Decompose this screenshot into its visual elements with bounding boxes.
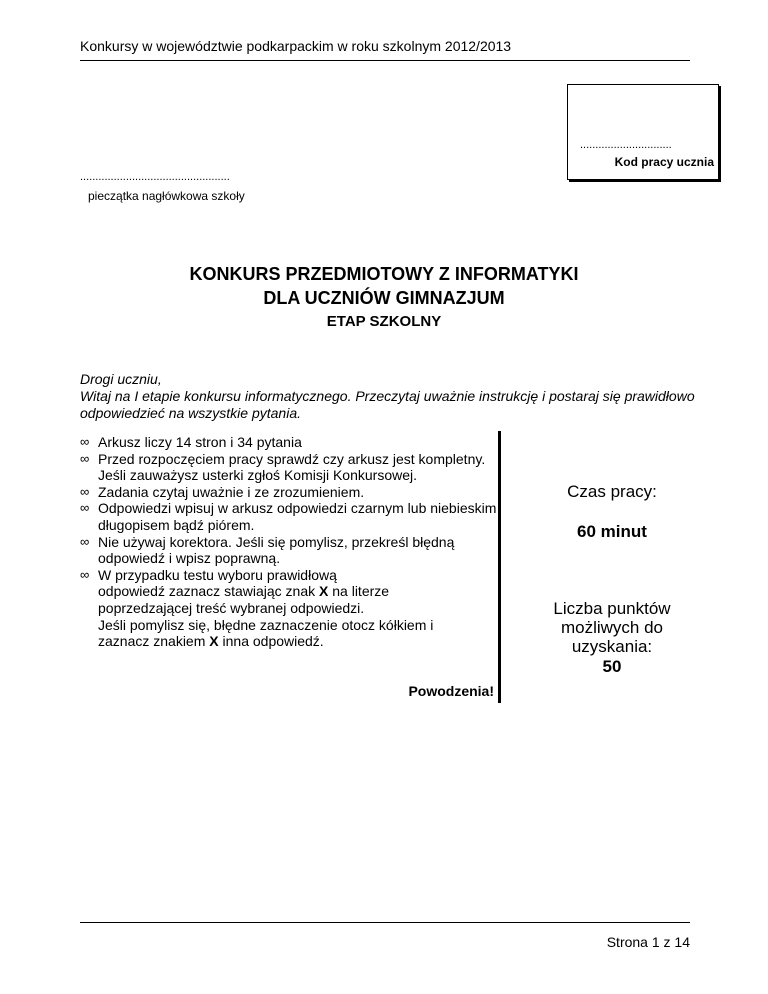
instruction-text: Przed rozpoczęciem pracy sprawdź czy arkusz jest kompletny. Jeśli zauważysz usterki zgłoś Komisji Konkursowej.: [98, 450, 486, 484]
points-label-line: możliwych do: [560, 618, 664, 637]
list-item: [80, 451, 500, 484]
page-number: Strona 1 z 14: [606, 934, 690, 950]
points-value: 50: [602, 657, 622, 676]
infinity-bullet-icon: ∞: [80, 450, 90, 466]
intro-text: Witaj na I etapie konkursu informatycznego. Przeczytaj uważnie instrukcję i postaraj się prawidłowo odpowiedzieć na wszystkie pytania.: [80, 388, 695, 421]
code-label: Kod pracy ucznia: [614, 155, 714, 169]
stamp-dots: .................................................: [80, 171, 230, 183]
code-dots: ..............................: [580, 139, 672, 151]
time-label: Czas pracy:: [567, 482, 657, 501]
instruction-line: W przypadku testu wyboru prawidłową: [98, 566, 337, 583]
infinity-bullet-icon: ∞: [80, 434, 90, 449]
footer-rule: [80, 922, 690, 923]
header-rule: [80, 60, 690, 61]
list-item: [80, 484, 500, 501]
instruction-line: zaznacz znakiem X inna odpowiedź.: [98, 633, 324, 650]
instruction-text: Arkusz liczy 14 stron i 34 pytania: [98, 434, 302, 450]
instruction-line: poprzedzającej treść wybranej odpowiedzi.: [98, 599, 365, 616]
instruction-text: Odpowiedzi wpisuj w arkusz odpowiedzi czarnym lub niebieskim długopisem bądź piórem.: [98, 500, 497, 533]
mark-x: X: [209, 633, 219, 650]
list-item: [80, 500, 500, 533]
infinity-bullet-icon: ∞: [80, 566, 90, 582]
intro-greeting: Drogi uczniu,: [80, 371, 162, 387]
intro: [80, 371, 700, 422]
good-luck-text: Powodzenia!: [408, 683, 494, 699]
instructions-list: [80, 434, 500, 650]
mark-x: X: [319, 583, 329, 600]
student-code-box: [567, 84, 719, 180]
title-line-2: DLA UCZNIÓW GIMNAZJUM: [263, 288, 505, 308]
instruction-text: Nie używaj korektora. Jeśli się pomylisz, przekreśl błędną odpowiedź i wpisz poprawną.: [98, 533, 455, 567]
list-item: [80, 434, 500, 451]
stamp-label: pieczątka nagłówkowa szkoły: [88, 189, 245, 203]
points-label-line: uzyskania:: [571, 637, 653, 656]
instruction-text: Zadania czytaj uważnie i ze zrozumieniem.: [98, 483, 365, 500]
list-item: [80, 534, 500, 567]
title-line-3: ETAP SZKOLNY: [326, 313, 442, 330]
header-text: Konkursy w województwie podkarpackim w roku szkolnym 2012/2013: [80, 38, 512, 54]
infinity-bullet-icon: ∞: [80, 500, 90, 516]
instruction-line: odpowiedź zaznacz stawiając znak X na literze: [98, 583, 390, 600]
vertical-divider: [498, 431, 501, 703]
instruction-line: Jeśli pomylisz się, błędne zaznaczenie otocz kółkiem i: [98, 616, 434, 633]
points-label: [505, 599, 719, 656]
infinity-bullet-icon: ∞: [80, 533, 90, 549]
list-item: [80, 567, 500, 650]
title-line-1: KONKURS PRZEDMIOTOWY Z INFORMATYKI: [189, 264, 579, 284]
points-label-line: Liczba punktów: [553, 599, 671, 618]
time-value: 60 minut: [577, 522, 647, 541]
infinity-bullet-icon: ∞: [80, 483, 90, 499]
